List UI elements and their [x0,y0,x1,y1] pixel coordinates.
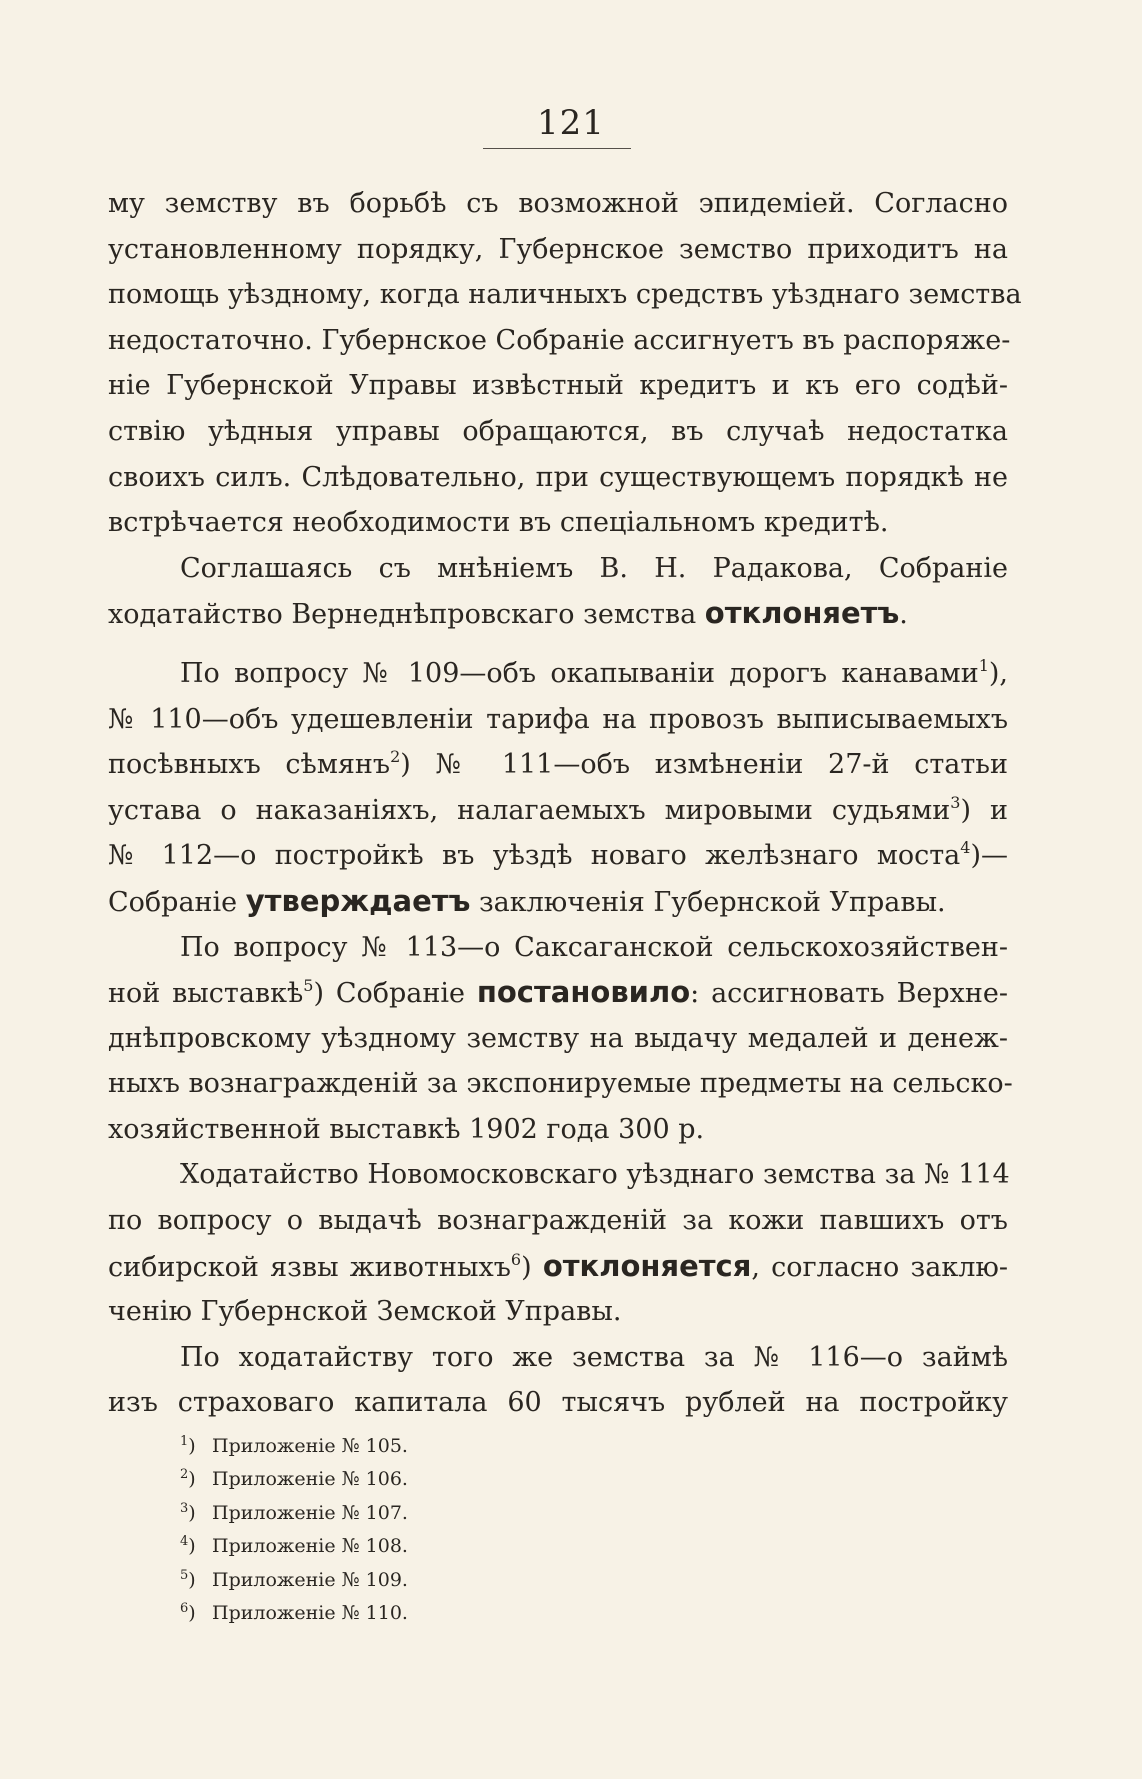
text-line [108,318,1011,364]
footnotes [180,1430,680,1630]
text-line [108,833,1008,879]
text-run: ) № 111—объ измѣненіи 27-й статьи [400,749,1008,781]
emphasized-word: отклоняется [542,1248,752,1283]
text-line [108,455,1008,501]
text-run: ствію уѣдныя управы обращаются, въ случаѣ недостатка [108,415,1008,447]
footnote-number: 6 [180,1600,189,1616]
emphasized-word: утверждаетъ [245,883,471,918]
footnote-marker: $^2$) [180,1467,196,1491]
header-rule [483,148,631,149]
footnote-ref: 5 [303,976,314,996]
text-run: ), [988,657,1008,689]
footnote-ref: 1 [978,655,989,675]
text-line [108,227,1008,273]
footnote-number: 3 [180,1500,189,1516]
text-line [108,742,1008,788]
footnote [180,1597,680,1630]
text-run: : ассигновать Верхне- [690,978,1009,1010]
paragraph-gap [108,637,1008,651]
text-run: установленному порядку, Губернское земство приходитъ на [108,233,1008,265]
text-run: По вопросу № 113—о Саксаганской сельскохозяйствен- [180,931,1008,963]
emphasized-word: постановило [476,975,691,1010]
footnote [180,1530,680,1563]
text-run: ходатайство Вернеднѣпровскаго земства [108,599,705,631]
body-text [108,181,1022,1426]
text-line [108,1289,1008,1335]
text-line [108,879,1008,925]
footnote [180,1463,680,1496]
text-line [108,1244,1008,1290]
footnote-marker: $^1$) [180,1434,196,1457]
text-run: ) Собраніе [313,978,477,1010]
text-run: днѣпровскому уѣздному земству на выдачу медалей и денеж- [108,1022,1008,1054]
text-run: устава о наказаніяхъ, налагаемыхъ мировыми судьями [108,794,951,826]
text-line [108,651,1008,697]
footnote-ref: 4 [960,838,971,858]
text-run: Соглашаясь съ мнѣніемъ В. Н. Радакова, Собраніе [180,552,1008,584]
text-line [108,1335,1008,1381]
text-run: своихъ силъ. Слѣдовательно, при существующемъ порядкѣ не [108,461,1008,493]
text-line [108,1380,1008,1426]
footnote-marker: $^6$) [180,1600,196,1624]
text-run: ченію Губернской Земской Управы. [108,1296,622,1328]
footnote [180,1430,680,1463]
text-line [108,970,1008,1016]
footnote-number: 1 [180,1434,189,1449]
text-run: ) [521,1251,543,1283]
text-line [108,788,1008,834]
text-run: недостаточно. Губернское Собраніе ассигнуетъ въ распоряже- [108,324,1011,356]
text-run: ) и [960,794,1008,826]
text-run: . [899,599,908,631]
text-line [108,1061,1013,1107]
text-run: помощь уѣздному, когда наличныхъ средствъ уѣзднаго земства [108,279,1022,311]
footnote-number: 2 [180,1467,189,1483]
text-run: му земству въ борьбѣ съ возможной эпидеміей. Согласно [108,188,1008,219]
text-run: хозяйственной выставкѣ 1902 года 300 р. [108,1113,705,1145]
footnote-number: 4 [180,1534,189,1550]
footnote-text: Приложеніе № 106. [212,1468,408,1491]
text-run: По вопросу № 109—объ окапываніи дорогъ канавами [180,657,979,689]
text-line [108,500,1008,546]
text-run: Собраніе [108,886,246,918]
text-run: ніе Губернской Управы извѣстный кредитъ и къ его содѣй- [108,370,1008,402]
footnote [180,1497,680,1530]
footnote-number: 5 [180,1567,189,1583]
text-line [108,181,1008,227]
text-run: встрѣчается необходимости въ спеціальномъ кредитѣ. [108,507,889,539]
footnote-text: Приложеніе № 105. [212,1435,408,1457]
text-run: изъ страховаго капитала 60 тысячъ рублей на постройку [108,1387,1008,1419]
text-run: Ходатайство Новомосковскаго уѣзднаго земства за № 114 [180,1159,1010,1191]
text-run: № 112—о постройкѣ въ уѣздѣ новаго желѣзнаго моста [108,840,961,872]
text-line [108,409,1008,455]
footnote-ref: 3 [950,792,961,812]
text-run: № 110—объ удешевленіи тарифа на провозъ выписываемыхъ [108,703,1008,735]
footnote-ref: 2 [390,747,401,767]
text-line [108,1107,1008,1153]
text-line [108,1152,1008,1198]
text-run: По ходатайству того же земства за № 116—о займѣ [180,1341,1008,1373]
footnote-marker: $^4$) [180,1534,196,1558]
text-run: посѣвныхъ сѣмянъ [108,749,391,781]
text-run: заключенія Губернской Управы. [470,886,946,918]
text-line [108,363,1008,409]
page-number: 121 [537,103,605,143]
footnote-text: Приложеніе № 108. [212,1535,408,1558]
footnote-marker: $^5$) [180,1567,196,1591]
text-run: ной выставкѣ [108,978,304,1010]
text-line [108,546,1008,592]
text-line [108,1016,1008,1062]
footnote-text: Приложеніе № 109. [212,1568,408,1591]
footnote-ref: 6 [510,1249,522,1269]
text-run: по вопросу о выдачѣ вознагражденій за кожи павшихъ отъ [108,1205,1008,1237]
text-run: ныхъ вознагражденій за экспонируемые предметы на сельско- [108,1068,1013,1100]
text-line [108,1198,1008,1244]
text-run: )— [970,840,1008,872]
footnote-text: Приложеніе № 107. [212,1501,408,1524]
text-run: , согласно заклю- [751,1251,1008,1283]
text-line [108,591,1008,637]
text-line [108,697,1008,743]
text-line [108,272,1022,318]
text-run: сибирской язвы животныхъ [108,1251,511,1283]
footnote-text: Приложеніе № 110. [212,1601,408,1624]
footnote [180,1564,680,1597]
footnote-marker: $^3$) [180,1500,196,1524]
text-line [108,925,1008,971]
emphasized-word: отклоняетъ [704,596,900,631]
